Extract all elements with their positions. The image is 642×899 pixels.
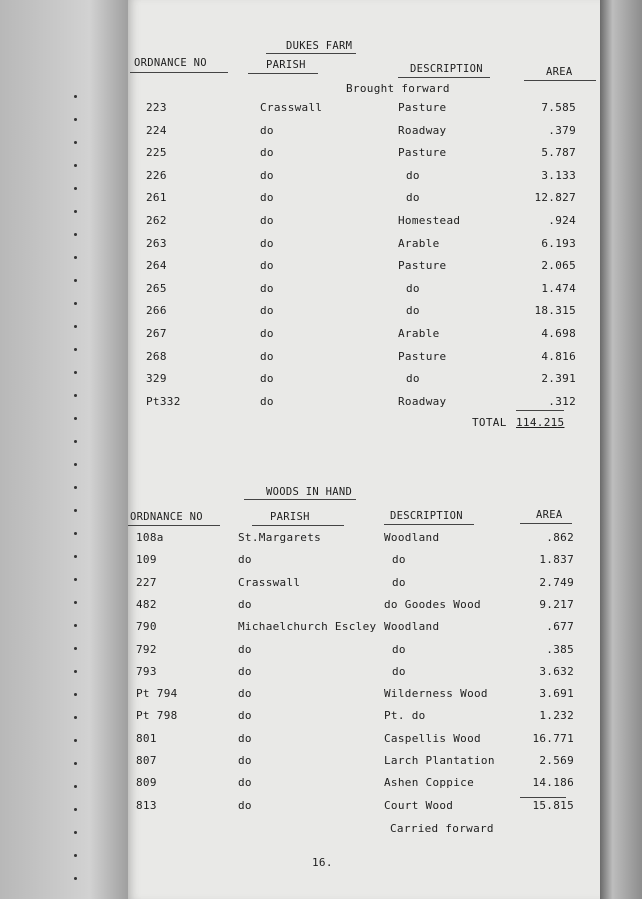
col-header-ordnance: ORDNANCE NO <box>130 511 203 523</box>
area-cell: 2.749 <box>539 575 574 589</box>
description-cell: Court Wood <box>384 798 454 812</box>
paper-mark <box>74 739 77 742</box>
description-cell: Pasture <box>398 146 447 160</box>
paper-mark <box>74 624 77 627</box>
binding-shadow <box>600 0 642 899</box>
parish-cell: do <box>260 394 274 408</box>
ordnance-no-cell: Pt332 <box>146 394 181 408</box>
paper-mark <box>74 210 77 213</box>
description-cell: do <box>406 168 420 182</box>
total-label: TOTAL <box>472 416 507 429</box>
paper-mark <box>74 877 77 880</box>
parish-cell: do <box>238 754 252 767</box>
parish-cell: do <box>260 168 274 182</box>
header-underline <box>384 524 474 525</box>
paper-mark <box>74 371 77 374</box>
parish-cell: do <box>238 664 252 678</box>
parish-cell: Crasswall <box>260 101 323 114</box>
area-cell: 2.065 <box>541 259 576 273</box>
description-cell: Arable <box>398 327 440 340</box>
area-cell: 4.816 <box>541 349 576 363</box>
parish-cell: do <box>260 372 274 386</box>
header-underline <box>248 73 318 74</box>
description-cell: do <box>406 191 420 205</box>
col-header-parish: PARISH <box>266 59 306 71</box>
carried-forward-label: Carried forward <box>390 822 494 835</box>
paper-mark <box>74 256 77 259</box>
area-cell: 1.474 <box>541 281 576 295</box>
paper-mark <box>74 233 77 236</box>
paper-mark <box>74 463 77 466</box>
total-rule <box>516 410 564 411</box>
paper-mark <box>74 348 77 351</box>
ordnance-no-cell: 792 <box>136 642 157 656</box>
description-cell: Pt. do <box>384 709 426 723</box>
paper-mark <box>74 693 77 696</box>
col-header-area: AREA <box>536 509 563 521</box>
paper-mark <box>74 716 77 719</box>
description-cell: Pasture <box>398 349 447 363</box>
area-cell: 5.787 <box>541 146 576 160</box>
col-header-ordnance: ORDNANCE NO <box>134 57 207 69</box>
area-cell: 1.232 <box>539 709 574 723</box>
ordnance-no-cell: 263 <box>146 236 167 250</box>
parish-cell: do <box>238 687 252 701</box>
paper-mark <box>74 486 77 489</box>
title-underline <box>266 53 356 54</box>
ordnance-no-cell: 261 <box>146 191 167 205</box>
parish-cell: do <box>238 709 252 723</box>
parish-cell: do <box>260 349 274 363</box>
description-cell: do <box>392 553 406 567</box>
parish-cell: St.Margarets <box>238 531 322 544</box>
ordnance-no-cell: 265 <box>146 281 167 295</box>
ordnance-no-cell: 266 <box>146 304 167 318</box>
paper-mark <box>74 141 77 144</box>
ordnance-no-cell: 108a <box>136 531 164 544</box>
description-cell: do <box>392 642 406 656</box>
area-cell: .312 <box>548 394 576 408</box>
description-cell: do <box>406 304 420 318</box>
ordnance-no-cell: 329 <box>146 372 167 386</box>
paper-mark <box>74 279 77 282</box>
area-cell: .924 <box>548 214 576 227</box>
parish-cell: do <box>238 731 252 745</box>
paper-mark <box>74 394 77 397</box>
paper-mark <box>74 555 77 558</box>
area-cell: 9.217 <box>539 597 574 611</box>
description-cell: do <box>406 372 420 386</box>
description-cell: do Goodes Wood <box>384 597 481 611</box>
description-cell: do <box>392 575 406 589</box>
area-cell: 4.698 <box>541 327 576 340</box>
paper-mark <box>74 118 77 121</box>
paper-mark <box>74 440 77 443</box>
section-title-woods: WOODS IN HAND <box>266 486 353 498</box>
parish-cell: do <box>260 214 274 227</box>
header-underline <box>520 523 572 524</box>
area-cell: 6.193 <box>541 236 576 250</box>
description-cell: Roadway <box>398 394 447 408</box>
ordnance-no-cell: 109 <box>136 553 157 567</box>
area-cell: 2.391 <box>541 372 576 386</box>
parish-cell: do <box>238 553 252 567</box>
paper-mark <box>74 670 77 673</box>
ordnance-no-cell: 226 <box>146 168 167 182</box>
ordnance-no-cell: 801 <box>136 731 157 745</box>
area-cell: 7.585 <box>541 101 576 114</box>
parish-cell: Crasswall <box>238 575 301 589</box>
col-header-description: DESCRIPTION <box>390 510 463 522</box>
paper-mark <box>74 785 77 788</box>
paper-mark <box>74 808 77 811</box>
paper-mark <box>74 187 77 190</box>
description-cell: Ashen Coppice <box>384 776 474 790</box>
header-underline <box>252 525 344 526</box>
title-underline <box>244 499 356 500</box>
parish-cell: do <box>260 259 274 273</box>
col-header-area: AREA <box>546 66 573 78</box>
parish-cell: do <box>238 798 252 812</box>
ordnance-no-cell: 809 <box>136 776 157 790</box>
ordnance-no-cell: 813 <box>136 798 157 812</box>
ordnance-no-cell: Pt 794 <box>136 687 178 701</box>
area-cell: 2.569 <box>539 754 574 767</box>
description-cell: Woodland <box>384 620 440 634</box>
description-cell: Pasture <box>398 259 447 273</box>
description-cell: Caspellis Wood <box>384 731 481 745</box>
parish-cell: do <box>260 236 274 250</box>
brought-forward-label: Brought forward <box>346 82 450 95</box>
description-cell: do <box>406 281 420 295</box>
ordnance-no-cell: 482 <box>136 597 157 611</box>
paper-mark <box>74 601 77 604</box>
parish-cell: do <box>260 191 274 205</box>
ordnance-no-cell: 793 <box>136 664 157 678</box>
ordnance-no-cell: 790 <box>136 620 157 634</box>
adjacent-page-edge <box>0 0 128 899</box>
parish-cell: do <box>260 304 274 318</box>
ordnance-no-cell: 264 <box>146 259 167 273</box>
area-cell: 3.632 <box>539 664 574 678</box>
paper-mark <box>74 164 77 167</box>
parish-cell: do <box>238 597 252 611</box>
area-cell: 16.771 <box>532 731 574 745</box>
area-cell: 14.186 <box>532 776 574 790</box>
description-cell: Larch Plantation <box>384 754 495 767</box>
ordnance-no-cell: 224 <box>146 123 167 137</box>
parish-cell: do <box>238 776 252 790</box>
paper-mark <box>74 302 77 305</box>
area-cell: .677 <box>546 620 574 634</box>
ordnance-no-cell: 268 <box>146 349 167 363</box>
paper-mark <box>74 647 77 650</box>
col-header-parish: PARISH <box>270 511 310 523</box>
area-cell: 1.837 <box>539 553 574 567</box>
area-cell: .379 <box>548 123 576 137</box>
parish-cell: do <box>238 642 252 656</box>
paper-mark <box>74 762 77 765</box>
header-underline <box>130 72 228 73</box>
description-cell: Pasture <box>398 101 447 114</box>
ordnance-no-cell: Pt 798 <box>136 709 178 723</box>
parish-cell: Michaelchurch Escley <box>238 620 377 634</box>
description-cell: Woodland <box>384 531 440 544</box>
paper-mark <box>74 854 77 857</box>
area-cell: .862 <box>546 531 574 544</box>
paper-mark <box>74 95 77 98</box>
description-cell: Arable <box>398 236 440 250</box>
area-cell: 3.133 <box>541 168 576 182</box>
area-cell: 3.691 <box>539 687 574 701</box>
area-cell: 15.815 <box>532 798 574 812</box>
header-underline <box>524 80 596 81</box>
ordnance-no-cell: 267 <box>146 327 167 340</box>
area-cell: 18.315 <box>534 304 576 318</box>
total-value: 114.215 <box>516 416 565 429</box>
paper-mark <box>74 831 77 834</box>
paper-mark <box>74 509 77 512</box>
header-underline <box>128 525 220 526</box>
parish-cell: do <box>260 327 274 340</box>
ordnance-no-cell: 262 <box>146 214 167 227</box>
description-cell: Roadway <box>398 123 447 137</box>
description-cell: do <box>392 664 406 678</box>
ordnance-no-cell: 223 <box>146 101 167 114</box>
carried-rule <box>520 797 566 798</box>
ordnance-no-cell: 807 <box>136 754 157 767</box>
description-cell: Homestead <box>398 214 461 227</box>
parish-cell: do <box>260 281 274 295</box>
paper-mark <box>74 578 77 581</box>
area-cell: 12.827 <box>534 191 576 205</box>
header-underline <box>398 77 490 78</box>
paper-mark <box>74 532 77 535</box>
col-header-description: DESCRIPTION <box>410 63 483 75</box>
ordnance-no-cell: 227 <box>136 575 157 589</box>
document-page <box>128 0 600 899</box>
page-number: 16. <box>312 856 333 869</box>
paper-mark <box>74 417 77 420</box>
section-title-dukes-farm: DUKES FARM <box>286 40 353 52</box>
paper-mark <box>74 325 77 328</box>
area-cell: .385 <box>546 642 574 656</box>
parish-cell: do <box>260 123 274 137</box>
description-cell: Wilderness Wood <box>384 687 488 701</box>
parish-cell: do <box>260 146 274 160</box>
ordnance-no-cell: 225 <box>146 146 167 160</box>
